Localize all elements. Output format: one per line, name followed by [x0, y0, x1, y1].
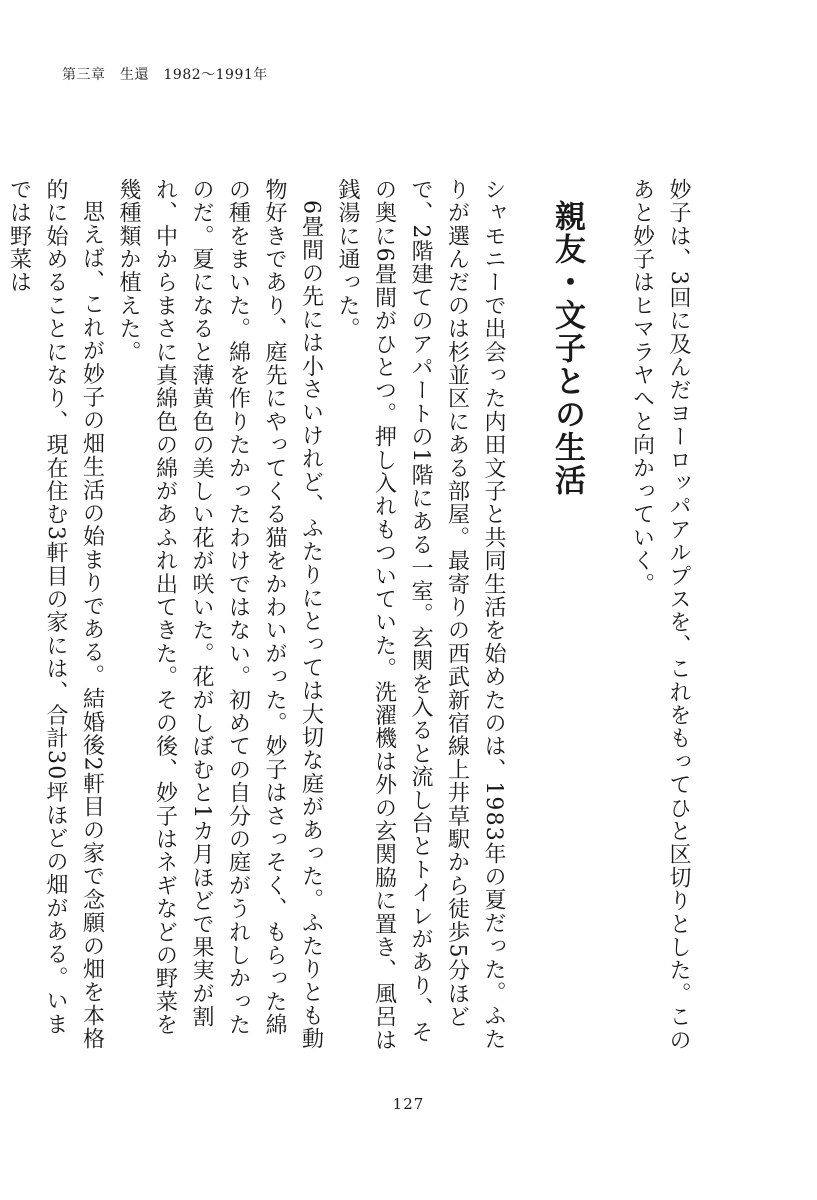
paragraph-3: 6畳間の先には小さいけれど、ふたりにとっては大切な庭があった。ふたりとも動物好きであり、庭先にやってくる猫をかわいがった。妙子はさっそく、もらった綿の種をまいた。綿を作りたかったわけではない。初めての自分の庭がうれしかったのだ。夏になると薄黄色の美しい花が咲いた。花がしぼむと1カ月ほどで果実が割れ、中からまさに真綿色の綿があふれ出てきた。その後、妙子はネギなどの野菜を幾種類か植えた。: [116, 178, 324, 1051]
page-number: 127: [392, 1095, 425, 1113]
paragraph-4: 思えば、これが妙子の畑生活の始まりである。結婚後2軒目の家で念願の畑を本格的に始めることになり、現在住む3軒目の家には、合計30坪ほどの畑がある。いまでは野菜は: [6, 178, 105, 1051]
vertical-text-body: [6, 178, 696, 1058]
paragraph-2: シャモニーで出会った内田文子と共同生活を始めたのは、1983年の夏だった。ふたりが選んだのは杉並区にある部屋。最寄りの西武新宿線上井草駅から徒歩5分ほどで、2階建てのアパートの1階にある一室。玄関を入ると流し台とトイレがあり、その奥に6畳間がひとつ。押し入れもついていた。洗濯機は外の玄関脇に置き、風呂は銭湯に通った。: [335, 178, 506, 1052]
paragraph-1: 妙子は、3回に及んだヨーロッパアルプスを、これをもってひと区切りとした。このあと妙子はヒマラヤへと向かっていく。: [629, 178, 691, 1052]
running-head: 第三章 生還 1982〜1991年: [62, 67, 268, 83]
section-heading: 親友・文子との生活: [549, 200, 585, 497]
